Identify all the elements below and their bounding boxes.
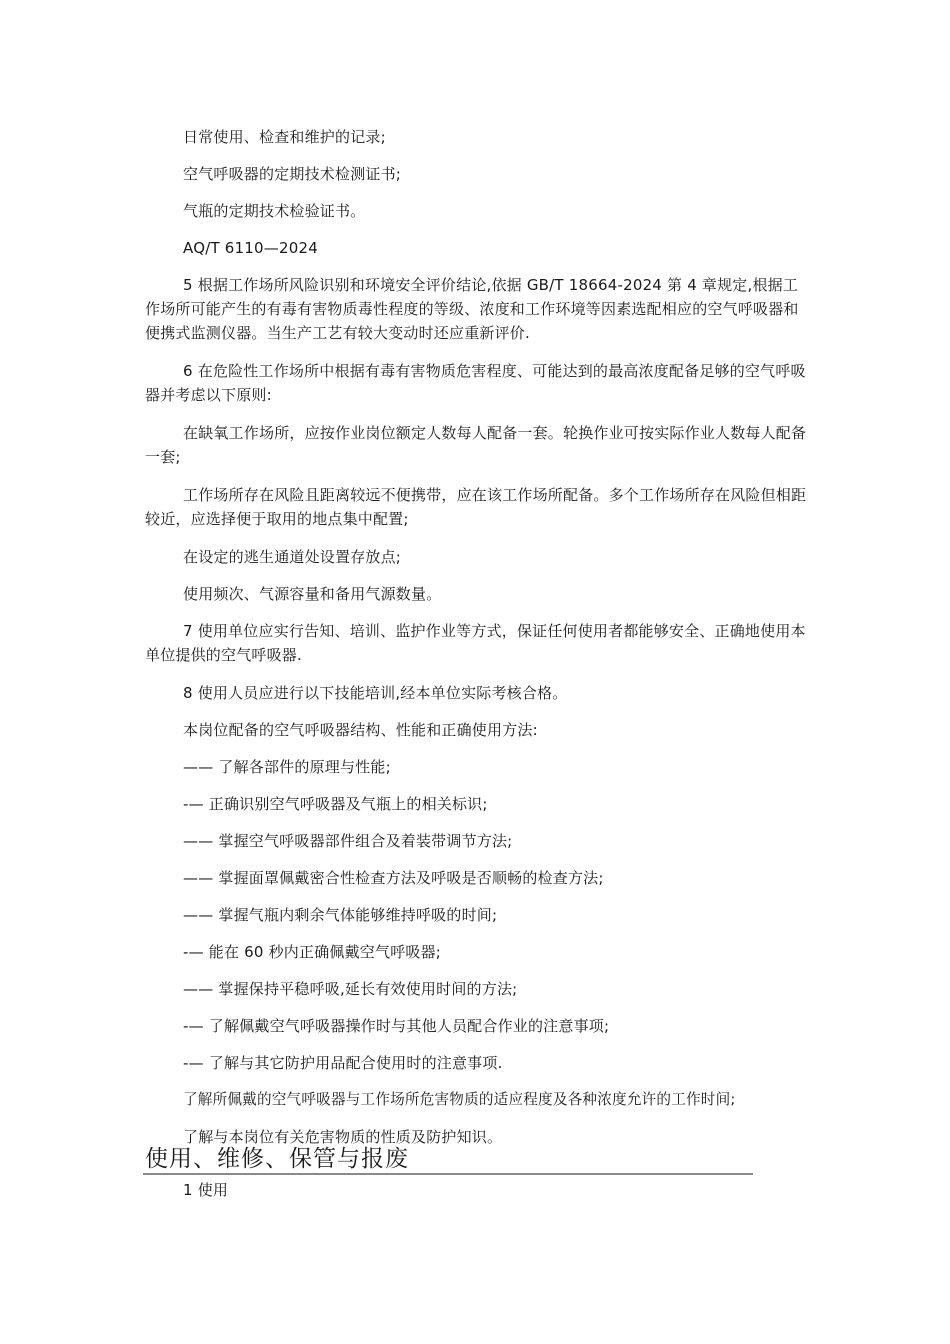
principle-usage-frequency: 使用频次、气源容量和备用气源数量。 xyxy=(183,585,442,603)
principle-remote-site: 工作场所存在风险且距离较远不便携带，应在该工作场所配备。多个工作场所存在风险但相距较近，应选择便于取用的地点集中配置; xyxy=(145,486,807,528)
training-item: —— 掌握空气呼吸器部件组合及着装带调节方法; xyxy=(183,832,513,850)
training-hazard-adaptation: 了解所佩戴的空气呼吸器与工作场所危害物质的适应程度及各种浓度允许的工作时间; xyxy=(183,1091,736,1108)
subsection-use: 1 使用 xyxy=(183,1181,229,1199)
heading-underline xyxy=(143,1173,753,1175)
training-item: -— 了解与其它防护用品配合使用时的注意事项. xyxy=(183,1054,503,1072)
paragraph-daily-records: 日常使用、检查和维护的记录; xyxy=(183,128,386,146)
clause-6: 6 在危险性工作场所中根据有毒有害物质危害程度、可能达到的最高浓度配备足够的空气呼吸器并考虑以下原则: xyxy=(145,362,806,404)
paragraph-cylinder-certificate: 气瓶的定期技术检验证书。 xyxy=(183,202,366,220)
principle-escape-route: 在设定的逃生通道处设置存放点; xyxy=(183,548,402,566)
training-structure-performance: 本岗位配备的空气呼吸器结构、性能和正确使用方法: xyxy=(183,721,538,739)
training-item: —— 掌握保持平稳呼吸,延长有效使用时间的方法; xyxy=(183,980,518,998)
training-item: —— 掌握面罩佩戴密合性检查方法及呼吸是否顺畅的检查方法; xyxy=(183,869,604,887)
standard-code: AQ/T 6110—2024 xyxy=(183,239,318,257)
principle-oxygen-deficient: 在缺氧工作场所，应按作业岗位额定人数每人配备一套。轮换作业可按实际作业人数每人配备一套; xyxy=(145,424,807,466)
training-item: -— 正确识别空气呼吸器及气瓶上的相关标识; xyxy=(183,795,488,813)
clause-8: 8 使用人员应进行以下技能培训,经本单位实际考核合格。 xyxy=(183,684,568,702)
training-item: -— 了解佩戴空气呼吸器操作时与其他人员配合作业的注意事项; xyxy=(183,1017,610,1035)
training-hazard-knowledge: 了解与本岗位有关危害物质的性质及防护知识。 xyxy=(183,1128,503,1146)
section-heading: 使用、维修、保管与报废 xyxy=(145,1146,409,1172)
clause-7: 7 使用单位应实行告知、培训、监护作业等方式，保证任何使用者都能够安全、正确地使用本单位提供的空气呼吸器. xyxy=(145,622,806,664)
training-item: —— 了解各部件的原理与性能; xyxy=(183,758,391,776)
paragraph-inspection-certificate: 空气呼吸器的定期技术检测证书; xyxy=(183,165,402,183)
training-item: —— 掌握气瓶内剩余气体能够维持呼吸的时间; xyxy=(183,906,498,924)
training-item: -— 能在 60 秒内正确佩戴空气呼吸器; xyxy=(183,943,442,961)
clause-5: 5 根据工作场所风险识别和环境安全评价结论,依据 GB/T 18664-2024 第 4 章规定,根据工作场所可能产生的有毒有害物质毒性程度的等级、浓度和工作环境等因素选配相应的空气呼吸器和便携式监测仪器。当生产工艺有较大变动时还应重新评价. xyxy=(145,276,799,342)
